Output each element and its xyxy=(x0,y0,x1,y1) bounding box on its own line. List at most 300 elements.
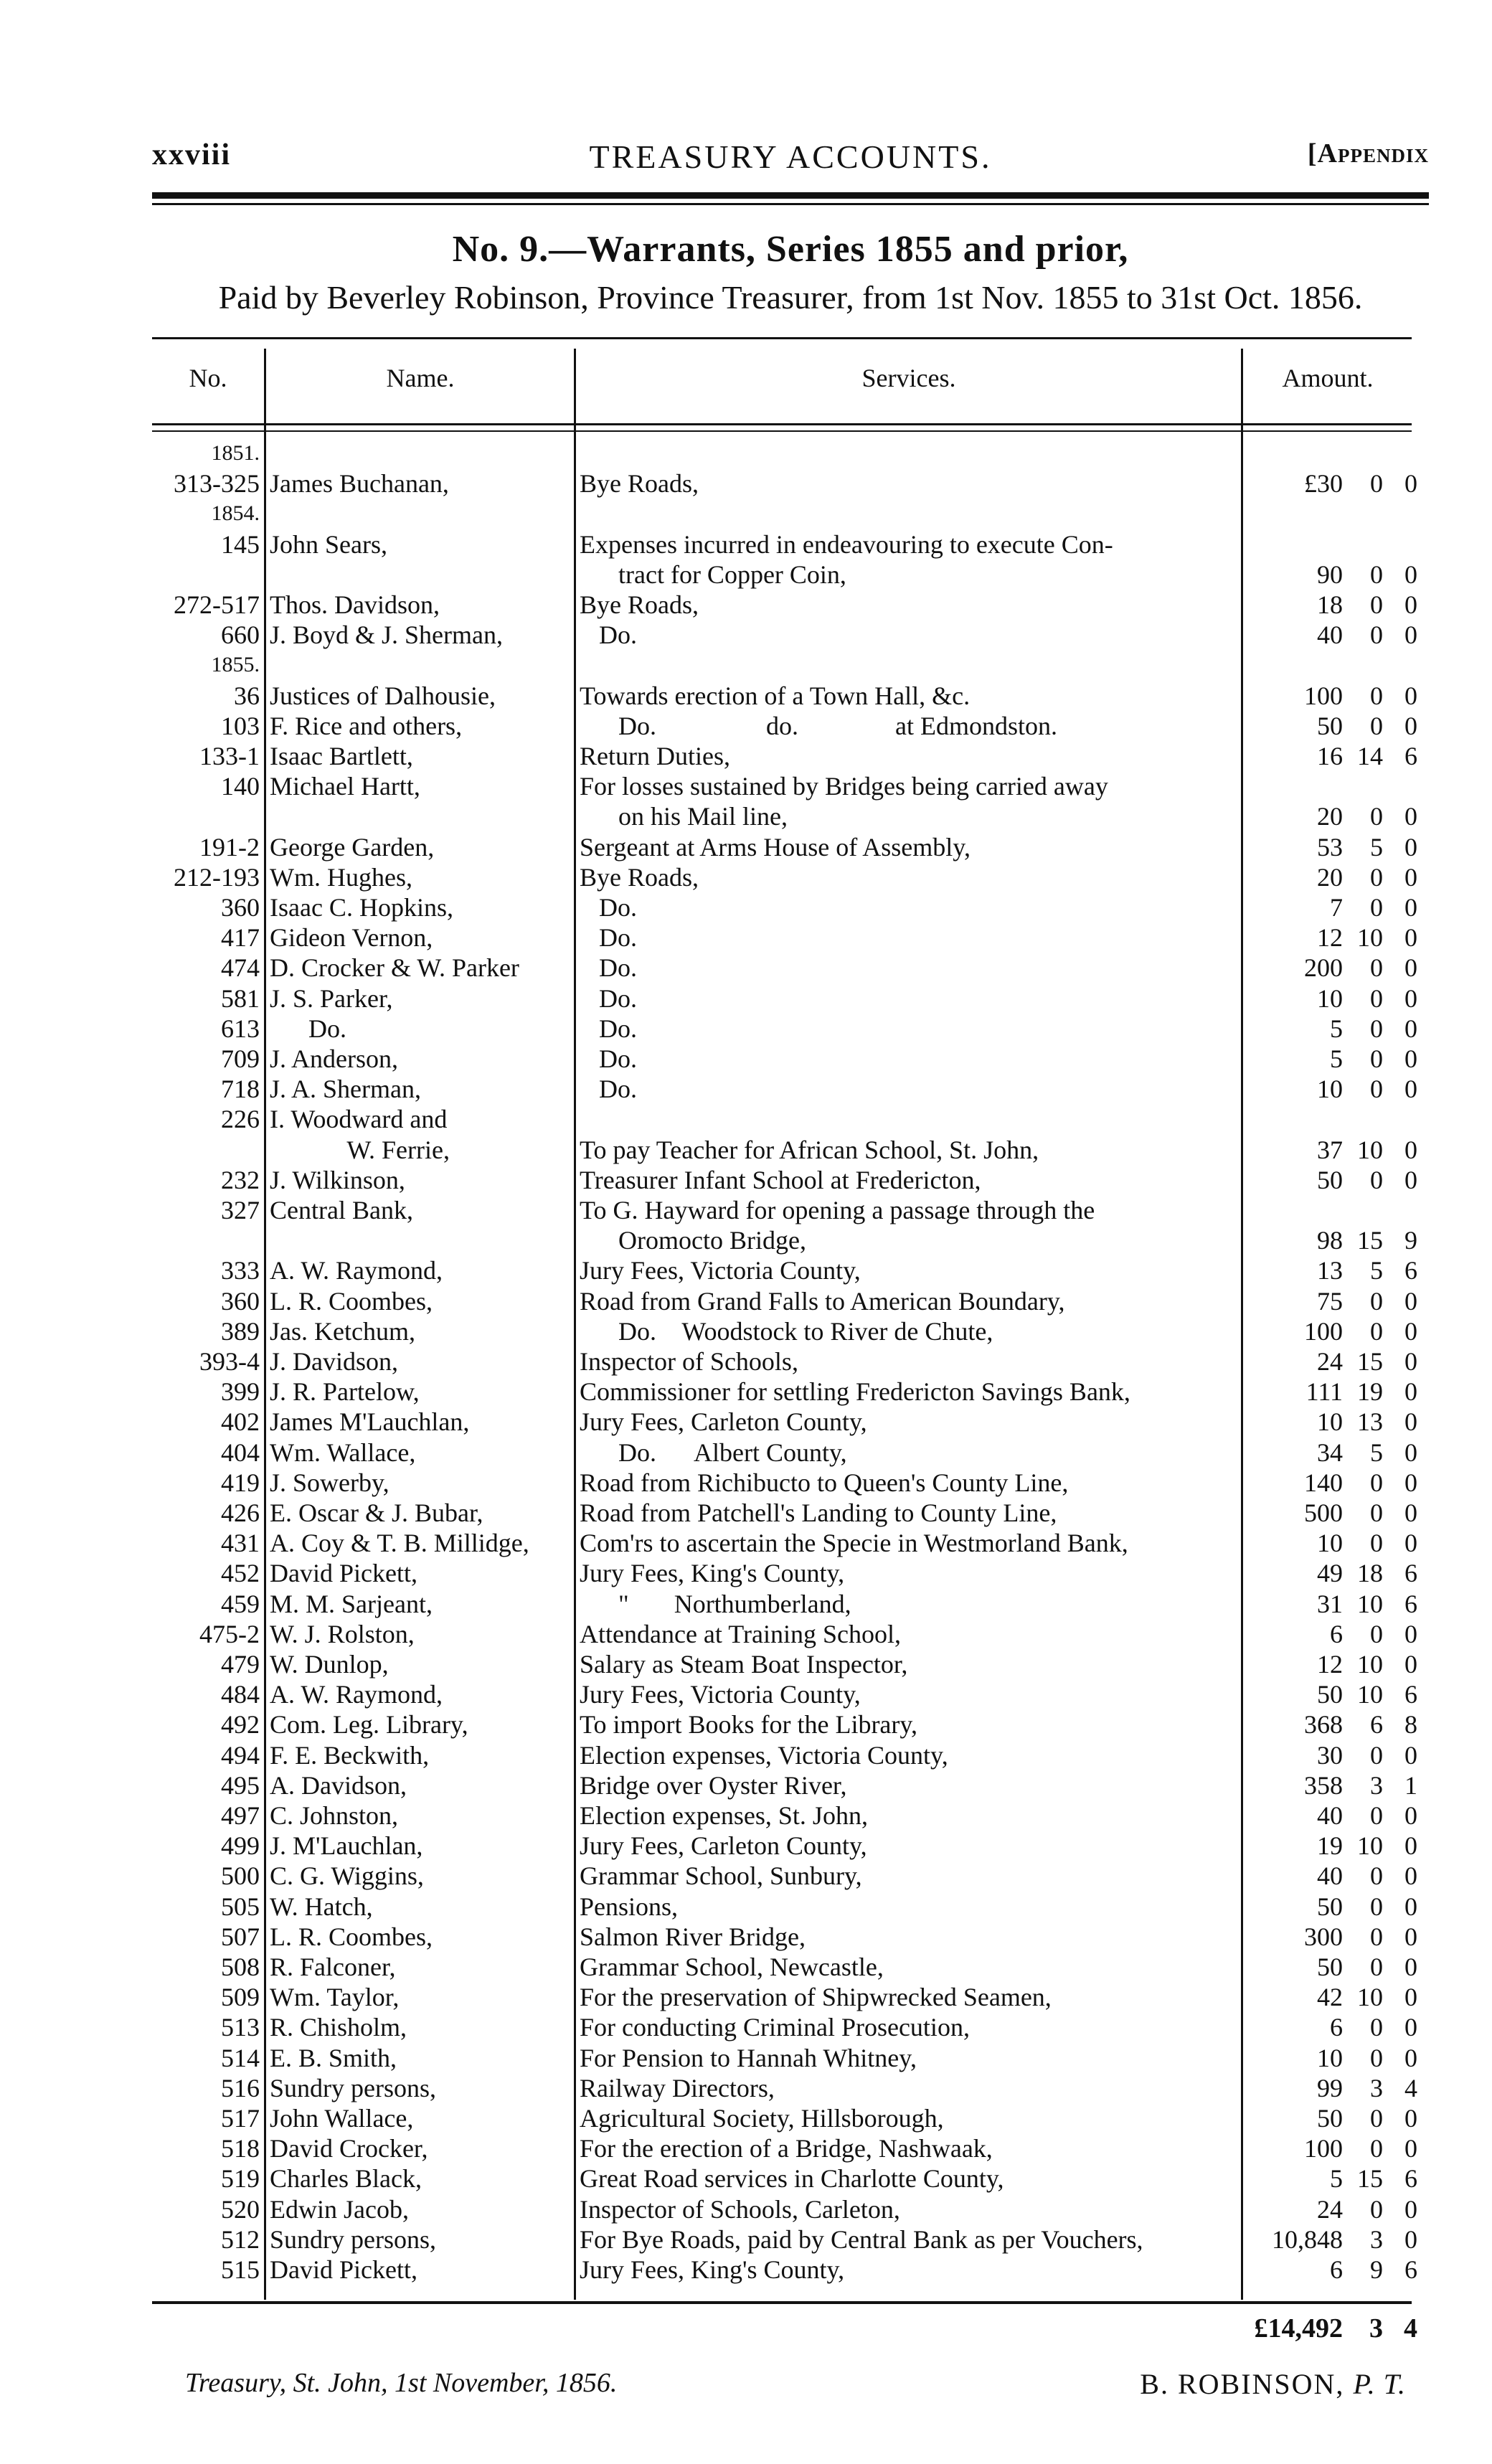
service-description: Oromocto Bridge, xyxy=(580,1226,806,1255)
payee-name: Com. Leg. Library, xyxy=(270,1710,468,1740)
payee-name: A. Coy & T. B. Millidge, xyxy=(270,1529,529,1558)
payee-name: R. Chisholm, xyxy=(270,2013,407,2042)
service-description: For Pension to Hannah Whitney, xyxy=(580,2043,917,2072)
payee-name: Sundry persons, xyxy=(270,2073,436,2102)
amount-pounds: 10 xyxy=(1317,1407,1343,1437)
amount-shillings: 0 xyxy=(1370,711,1383,740)
service-description: Do. xyxy=(580,1014,637,1043)
warrant-number: 402 xyxy=(221,1407,260,1437)
payee-name: J. Davidson, xyxy=(270,1347,398,1376)
running-title: TREASURY ACCOUNTS. xyxy=(589,138,992,175)
service-description: Grammar School, Sunbury, xyxy=(580,1861,862,1891)
payee-name: M. M. Sarjeant, xyxy=(270,1589,433,1618)
amount-shillings: 13 xyxy=(1357,1407,1383,1437)
amount-pounds: 100 xyxy=(1304,681,1343,710)
amount-pence: 0 xyxy=(1404,2224,1417,2254)
amount-shillings: 0 xyxy=(1370,953,1383,983)
amount-pence: 0 xyxy=(1404,893,1417,922)
amount-pence: 0 xyxy=(1404,560,1417,589)
amount-shillings: 3 xyxy=(1370,2073,1383,2102)
header-rule-thin xyxy=(152,203,1429,205)
total-pence: 4 xyxy=(1404,2313,1417,2343)
amount-shillings: 0 xyxy=(1370,1801,1383,1830)
service-description: Do. xyxy=(580,983,637,1013)
column-header-services: Services. xyxy=(861,364,956,392)
payee-name: Thos. Davidson, xyxy=(270,590,440,619)
payee-name: C. Johnston, xyxy=(270,1801,399,1830)
service-description: Do. Albert County, xyxy=(580,1438,847,1467)
column-header-amount: Amount. xyxy=(1282,364,1374,392)
payee-name: L. R. Coombes, xyxy=(270,1286,433,1316)
amount-shillings: 0 xyxy=(1370,2194,1383,2224)
amount-pence: 0 xyxy=(1404,681,1417,710)
warrant-number: 452 xyxy=(221,1559,260,1588)
amount-pounds: 6 xyxy=(1330,2255,1343,2284)
amount-pence: 0 xyxy=(1404,1498,1417,1527)
payee-name: John Wallace, xyxy=(270,2104,414,2133)
payee-name: Justices of Dalhousie, xyxy=(270,681,496,710)
amount-shillings: 0 xyxy=(1370,1075,1383,1104)
amount-pounds: 6 xyxy=(1330,2013,1343,2042)
amount-pence: 0 xyxy=(1404,2043,1417,2072)
amount-shillings: 0 xyxy=(1370,1619,1383,1648)
amount-shillings: 0 xyxy=(1370,2043,1383,2072)
service-description: Do. xyxy=(580,953,637,983)
payee-name: C. G. Wiggins, xyxy=(270,1861,424,1891)
total-rule xyxy=(152,2301,1412,2304)
amount-pounds: 42 xyxy=(1317,1983,1343,2012)
amount-pence: 0 xyxy=(1404,1438,1417,1467)
payee-name: Isaac C. Hopkins, xyxy=(270,893,453,922)
amount-pence: 0 xyxy=(1404,1135,1417,1164)
payee-name: F. Rice and others, xyxy=(270,711,463,740)
amount-pence: 0 xyxy=(1404,469,1417,499)
amount-shillings: 0 xyxy=(1370,1165,1383,1194)
amount-pounds: 200 xyxy=(1304,953,1343,983)
amount-shillings: 5 xyxy=(1370,1256,1383,1285)
payee-name: George Garden, xyxy=(270,832,435,862)
service-description: Do. xyxy=(580,1044,637,1073)
amount-pounds: 50 xyxy=(1317,1892,1343,1921)
amount-pence: 0 xyxy=(1404,1165,1417,1194)
amount-pence: 0 xyxy=(1404,1861,1417,1891)
total-shillings: 3 xyxy=(1369,2313,1383,2343)
warrant-number: 660 xyxy=(221,620,260,650)
warrant-number: 232 xyxy=(221,1165,260,1194)
amount-shillings: 0 xyxy=(1370,893,1383,922)
service-description: tract for Copper Coin, xyxy=(580,560,846,589)
warrant-number: 519 xyxy=(221,2164,260,2194)
service-description: Inspector of Schools, Carleton, xyxy=(580,2194,900,2224)
amount-shillings: 0 xyxy=(1370,1316,1383,1346)
amount-pounds: 24 xyxy=(1317,2194,1343,2224)
service-description: Jury Fees, Carleton County, xyxy=(580,1831,867,1861)
warrant-number: 497 xyxy=(221,1801,260,1830)
service-description: Grammar School, Newcastle, xyxy=(580,1953,884,1981)
amount-shillings: 0 xyxy=(1370,1286,1383,1316)
warrant-number: 479 xyxy=(221,1650,260,1679)
amount-pounds: 6 xyxy=(1330,1619,1343,1648)
amount-shillings: 19 xyxy=(1357,1377,1383,1407)
warrant-number: 333 xyxy=(221,1256,260,1285)
service-description: Sergeant at Arms House of Assembly, xyxy=(580,832,971,862)
warrant-number: 494 xyxy=(221,1740,260,1770)
payee-name: J. S. Parker, xyxy=(270,983,393,1013)
amount-pence: 0 xyxy=(1404,590,1417,619)
amount-pounds: 40 xyxy=(1317,1801,1343,1830)
warrant-number: 508 xyxy=(221,1953,260,1981)
amount-shillings: 10 xyxy=(1357,1589,1383,1618)
service-description: Election expenses, St. John, xyxy=(580,1801,868,1830)
amount-pence: 0 xyxy=(1404,2013,1417,2042)
service-description: Expenses incurred in endeavouring to execute Con- xyxy=(580,529,1113,559)
amount-shillings: 0 xyxy=(1370,983,1383,1013)
amount-pounds: 53 xyxy=(1317,832,1343,862)
warrant-number: 459 xyxy=(221,1589,260,1618)
service-description: Inspector of Schools, xyxy=(580,1347,798,1376)
warrant-number: 517 xyxy=(221,2104,260,2133)
amount-shillings: 15 xyxy=(1357,1347,1383,1376)
service-description: Jury Fees, Victoria County, xyxy=(580,1256,861,1285)
amount-pence: 0 xyxy=(1404,1468,1417,1497)
amount-pounds: 50 xyxy=(1317,2104,1343,2133)
amount-pence: 6 xyxy=(1404,1589,1417,1618)
service-description: Bye Roads, xyxy=(580,590,699,619)
amount-pence: 0 xyxy=(1404,1044,1417,1073)
warrant-number: 426 xyxy=(221,1498,260,1527)
amount-shillings: 10 xyxy=(1357,923,1383,953)
section-label: [Appendix xyxy=(1307,138,1429,169)
warrant-number: 417 xyxy=(221,923,260,953)
amount-pence: 0 xyxy=(1404,2194,1417,2224)
warrant-number: 514 xyxy=(221,2043,260,2072)
amount-pence: 0 xyxy=(1404,1347,1417,1376)
amount-pounds: 34 xyxy=(1317,1438,1343,1467)
payee-name: W. Ferrie, xyxy=(270,1135,450,1164)
payee-name: A. W. Raymond, xyxy=(270,1256,443,1285)
payee-name: David Pickett, xyxy=(270,1559,417,1588)
amount-pence: 6 xyxy=(1404,742,1417,770)
amount-shillings: 0 xyxy=(1370,681,1383,710)
payee-name: W. Dunlop, xyxy=(270,1650,389,1679)
warrant-number: 404 xyxy=(221,1438,260,1467)
amount-pounds: 20 xyxy=(1317,802,1343,831)
amount-shillings: 10 xyxy=(1357,1135,1383,1164)
amount-shillings: 10 xyxy=(1357,1650,1383,1679)
amount-pounds: 98 xyxy=(1317,1226,1343,1255)
warrant-number: 507 xyxy=(221,1922,260,1951)
service-description: Great Road services in Charlotte County, xyxy=(580,2164,1004,2194)
amount-pence: 6 xyxy=(1404,1680,1417,1709)
amount-pounds: 368 xyxy=(1304,1710,1343,1740)
amount-pence: 6 xyxy=(1404,2164,1417,2194)
service-description: To pay Teacher for African School, St. John, xyxy=(580,1135,1039,1164)
document-title: No. 9.—Warrants, Series 1855 and prior, xyxy=(452,229,1129,270)
amount-shillings: 0 xyxy=(1370,2104,1383,2133)
amount-pence: 0 xyxy=(1404,1619,1417,1648)
service-description: Election expenses, Victoria County, xyxy=(580,1740,948,1770)
service-description: For the preservation of Shipwrecked Seamen, xyxy=(580,1983,1052,2012)
amount-pounds: 37 xyxy=(1317,1135,1343,1164)
service-description: Do. Woodstock to River de Chute, xyxy=(580,1316,993,1346)
warrant-number: 145 xyxy=(221,529,260,559)
payee-name: John Sears, xyxy=(270,529,387,559)
service-description: Do. xyxy=(580,893,637,922)
service-description: Jury Fees, King's County, xyxy=(580,2255,845,2284)
amount-pence: 0 xyxy=(1404,2134,1417,2163)
service-description: on his Mail line, xyxy=(580,802,788,831)
service-description: Com'rs to ascertain the Specie in Westmorland Bank, xyxy=(580,1529,1128,1558)
amount-shillings: 9 xyxy=(1370,2255,1383,2284)
payee-name: I. Woodward and xyxy=(270,1105,448,1134)
payee-name: Edwin Jacob, xyxy=(270,2194,409,2224)
payee-name: D. Crocker & W. Parker xyxy=(270,953,519,983)
amount-pounds: 13 xyxy=(1317,1256,1343,1285)
amount-pence: 0 xyxy=(1404,1377,1417,1407)
payee-name: David Pickett, xyxy=(270,2255,417,2284)
warrant-number: 499 xyxy=(221,1831,260,1861)
warrant-number: 431 xyxy=(221,1529,260,1558)
amount-shillings: 5 xyxy=(1370,832,1383,862)
amount-pounds: 300 xyxy=(1304,1922,1343,1951)
amount-pounds: 500 xyxy=(1304,1498,1343,1527)
warrant-number: 718 xyxy=(221,1075,260,1104)
column-header-no: No. xyxy=(189,364,227,392)
amount-shillings: 10 xyxy=(1357,1831,1383,1861)
amount-shillings: 10 xyxy=(1357,1680,1383,1709)
amount-shillings: 15 xyxy=(1357,1226,1383,1255)
service-description: Agricultural Society, Hillsborough, xyxy=(580,2104,944,2133)
amount-pounds: 10,848 xyxy=(1272,2224,1343,2254)
header-rule-thick xyxy=(152,192,1429,199)
payee-name: Jas. Ketchum, xyxy=(270,1316,415,1346)
warrant-number: 709 xyxy=(221,1044,260,1073)
payee-name: E. B. Smith, xyxy=(270,2043,397,2072)
amount-shillings: 0 xyxy=(1370,560,1383,589)
amount-pence: 0 xyxy=(1404,2104,1417,2133)
amount-pounds: 50 xyxy=(1317,1953,1343,1981)
amount-pence: 6 xyxy=(1404,2255,1417,2284)
warrant-number: 1854. xyxy=(211,501,260,526)
amount-pence: 0 xyxy=(1404,983,1417,1013)
payee-name: Sundry persons, xyxy=(270,2224,436,2254)
amount-pence: 0 xyxy=(1404,1075,1417,1104)
amount-shillings: 0 xyxy=(1370,620,1383,650)
amount-shillings: 6 xyxy=(1370,1710,1383,1740)
payee-name: Charles Black, xyxy=(270,2164,422,2194)
amount-pounds: 50 xyxy=(1317,1680,1343,1709)
amount-pounds: 140 xyxy=(1304,1468,1343,1497)
amount-pence: 1 xyxy=(1404,1770,1417,1800)
footer-place-date: Treasury, St. John, 1st November, 1856. xyxy=(185,2368,618,2398)
warrant-number: 389 xyxy=(221,1316,260,1346)
warrant-number: 393-4 xyxy=(199,1347,260,1376)
amount-shillings: 0 xyxy=(1370,1529,1383,1558)
service-description: Railway Directors, xyxy=(580,2073,775,2102)
warrant-number: 581 xyxy=(221,983,260,1013)
payee-name: W. Hatch, xyxy=(270,1892,373,1921)
amount-pence: 0 xyxy=(1404,862,1417,892)
service-description: Commissioner for settling Fredericton Savings Bank, xyxy=(580,1377,1130,1407)
service-description: Jury Fees, King's County, xyxy=(580,1559,845,1588)
payee-name: Michael Hartt, xyxy=(270,772,420,801)
amount-pence: 0 xyxy=(1404,1801,1417,1830)
amount-pounds: 10 xyxy=(1317,2043,1343,2072)
service-description: Do. xyxy=(580,923,637,953)
amount-pence: 0 xyxy=(1404,1953,1417,1981)
amount-pounds: 10 xyxy=(1317,1529,1343,1558)
amount-pence: 0 xyxy=(1404,711,1417,740)
warrant-number: 475-2 xyxy=(199,1619,260,1648)
service-description: Salmon River Bridge, xyxy=(580,1922,806,1951)
payee-name: J. Sowerby, xyxy=(270,1468,389,1497)
payee-name: Gideon Vernon, xyxy=(270,923,433,953)
table-top-rule xyxy=(152,337,1412,339)
amount-pounds: 100 xyxy=(1304,1316,1343,1346)
warrant-number: 36 xyxy=(234,681,260,710)
amount-pounds: 7 xyxy=(1330,893,1343,922)
page-number: xxviii xyxy=(152,138,232,171)
payee-name: Wm. Hughes, xyxy=(270,862,412,892)
service-description: Bridge over Oyster River, xyxy=(580,1770,847,1800)
amount-pounds: 24 xyxy=(1317,1347,1343,1376)
amount-pounds: 99 xyxy=(1317,2073,1343,2102)
payee-name: Isaac Bartlett, xyxy=(270,742,413,770)
amount-pounds: 5 xyxy=(1330,1044,1343,1073)
amount-pence: 0 xyxy=(1404,620,1417,650)
amount-pounds: 5 xyxy=(1330,1014,1343,1043)
amount-pounds: 10 xyxy=(1317,983,1343,1013)
amount-shillings: 0 xyxy=(1370,590,1383,619)
table-header-rule xyxy=(152,423,1412,425)
service-description: Do. xyxy=(580,620,637,650)
service-description: Salary as Steam Boat Inspector, xyxy=(580,1650,908,1679)
amount-pence: 6 xyxy=(1404,1256,1417,1285)
warrant-number: 226 xyxy=(221,1105,260,1134)
payee-name: Central Bank, xyxy=(270,1196,413,1224)
running-head xyxy=(152,138,1429,188)
column-divider xyxy=(264,349,266,2300)
service-description: Road from Richibucto to Queen's County Line, xyxy=(580,1468,1069,1497)
amount-pounds: 19 xyxy=(1317,1831,1343,1861)
service-description: To import Books for the Library, xyxy=(580,1710,918,1740)
payee-name: James M'Lauchlan, xyxy=(270,1407,470,1437)
document-subtitle: Paid by Beverley Robinson, Province Treasurer, from 1st Nov. 1855 to 31st Oct. 1856. xyxy=(218,279,1363,316)
service-description: Road from Patchell's Landing to County Line, xyxy=(580,1498,1057,1527)
payee-name: E. Oscar & J. Bubar, xyxy=(270,1498,483,1527)
payee-name: R. Falconer, xyxy=(270,1953,396,1981)
warrant-number: 515 xyxy=(221,2255,260,2284)
amount-pounds: 16 xyxy=(1317,742,1343,770)
amount-pence: 0 xyxy=(1404,1316,1417,1346)
payee-name: J. R. Partelow, xyxy=(270,1377,420,1407)
warrant-number: 492 xyxy=(221,1710,260,1740)
amount-pounds: 30 xyxy=(1317,1740,1343,1770)
amount-pounds: 75 xyxy=(1317,1286,1343,1316)
payee-name: Wm. Taylor, xyxy=(270,1983,400,2012)
amount-shillings: 0 xyxy=(1370,1953,1383,1981)
payee-name: Wm. Wallace, xyxy=(270,1438,416,1467)
payee-name: J. Anderson, xyxy=(270,1044,398,1073)
warrant-number: 474 xyxy=(221,953,260,983)
amount-shillings: 0 xyxy=(1370,1498,1383,1527)
service-description: Road from Grand Falls to American Boundary, xyxy=(580,1286,1065,1316)
warrant-number: 513 xyxy=(221,2013,260,2042)
warrant-number: 1851. xyxy=(211,441,260,465)
payee-name: J. Boyd & J. Sherman, xyxy=(270,620,504,650)
amount-pounds: 12 xyxy=(1317,923,1343,953)
amount-shillings: 3 xyxy=(1370,1770,1383,1800)
warrant-number: 516 xyxy=(221,2073,260,2102)
amount-pence: 0 xyxy=(1404,1983,1417,2012)
signature-title: P. T. xyxy=(1353,2368,1406,2400)
warrant-number: 484 xyxy=(221,1680,260,1709)
warrant-number: 212-193 xyxy=(174,862,260,892)
amount-pounds: 49 xyxy=(1317,1559,1343,1588)
warrant-number: 505 xyxy=(221,1892,260,1921)
service-description: " Northumberland, xyxy=(580,1589,851,1618)
amount-shillings: 0 xyxy=(1370,1922,1383,1951)
amount-shillings: 0 xyxy=(1370,1861,1383,1891)
warrant-number: 399 xyxy=(221,1377,260,1407)
warrant-number: 360 xyxy=(221,893,260,922)
amount-shillings: 0 xyxy=(1370,2013,1383,2042)
amount-pounds: 40 xyxy=(1317,1861,1343,1891)
amount-pence: 0 xyxy=(1404,1831,1417,1861)
service-description: Jury Fees, Victoria County, xyxy=(580,1680,861,1709)
amount-shillings: 0 xyxy=(1370,802,1383,831)
payee-name: J. A. Sherman, xyxy=(270,1075,421,1104)
warrant-number: 327 xyxy=(221,1196,260,1224)
amount-shillings: 5 xyxy=(1370,1438,1383,1467)
payee-name: David Crocker, xyxy=(270,2134,428,2163)
amount-pence: 0 xyxy=(1404,1529,1417,1558)
signature-name: B. ROBINSON, xyxy=(1140,2368,1345,2400)
warrant-number: 419 xyxy=(221,1468,260,1497)
warrant-number: 1855. xyxy=(211,653,260,677)
amount-pence: 0 xyxy=(1404,802,1417,831)
service-description: Treasurer Infant School at Fredericton, xyxy=(580,1165,981,1194)
amount-pounds: 50 xyxy=(1317,1165,1343,1194)
service-description: For the erection of a Bridge, Nashwaak, xyxy=(580,2134,993,2163)
amount-pounds: 20 xyxy=(1317,862,1343,892)
warrant-number: 518 xyxy=(221,2134,260,2163)
warrant-number: 272-517 xyxy=(174,590,260,619)
warrant-number: 360 xyxy=(221,1286,260,1316)
amount-pence: 0 xyxy=(1404,1740,1417,1770)
payee-name: Do. xyxy=(270,1014,346,1043)
service-description: Attendance at Training School, xyxy=(580,1619,901,1648)
amount-pence: 0 xyxy=(1404,1922,1417,1951)
warrant-number: 133-1 xyxy=(199,742,260,770)
amount-pounds: 90 xyxy=(1317,560,1343,589)
service-description: For conducting Criminal Prosecution, xyxy=(580,2013,970,2042)
amount-shillings: 0 xyxy=(1370,1044,1383,1073)
total-pounds: £14,492 xyxy=(1254,2313,1343,2343)
warrant-number: 520 xyxy=(221,2194,260,2224)
warrant-number: 313-325 xyxy=(174,469,260,499)
amount-shillings: 0 xyxy=(1370,1892,1383,1921)
amount-pounds: 50 xyxy=(1317,711,1343,740)
column-header-name: Name. xyxy=(386,364,455,392)
service-description: Bye Roads, xyxy=(580,469,699,499)
amount-pence: 0 xyxy=(1404,1650,1417,1679)
warrant-number: 191-2 xyxy=(199,832,260,862)
amount-pence: 0 xyxy=(1404,923,1417,953)
amount-shillings: 0 xyxy=(1370,1014,1383,1043)
service-description: To G. Hayward for opening a passage through the xyxy=(580,1196,1095,1224)
amount-pounds: 18 xyxy=(1317,590,1343,619)
